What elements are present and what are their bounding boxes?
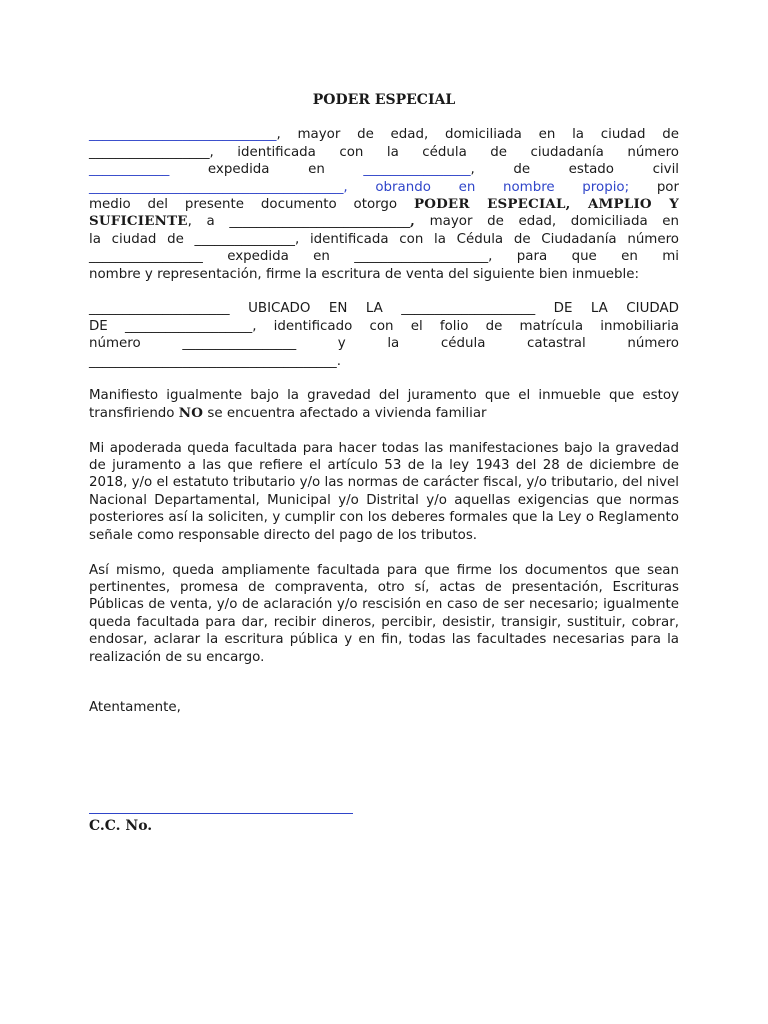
tax-powers-paragraph: Mi apoderada queda facultada para hacer todas las manifestaciones bajo la gravedad de juramento a las que refiere el artículo 53 de la ley 1943 del 28 de diciembre de 2018, y/o el estatuto tributario y/o las normas de carácter fiscal, y/o tributario, del nivel Nacional Departamental, Municipal y/o Distrital y/o aquellas exigencias que normas posteriores así la soliciten, y cumplir con los deberes formales que la Ley o Reglamento señale como responsable directo del pago de los tributos.	[89, 440, 679, 543]
closing-greeting: Atentamente,	[89, 699, 181, 715]
grant-line-2: __________________, identificada con la cédula de ciudadanía número	[89, 144, 679, 160]
declaration-paragraph: Manifiesto igualmente bajo la gravedad del juramento que el inmueble que estoy transfiriendo NO se encuentra afectado a vivienda familiar	[89, 388, 679, 421]
property-line-2: DE ___________________, identificado con el folio de matrícula inmobiliaria	[89, 318, 679, 334]
grant-line-4: ______________________________________, obrando en nombre propio; por	[89, 179, 680, 195]
grant-line-6: SUFICIENTE, a ___________________________, mayor de edad, domiciliada en	[89, 213, 679, 230]
attorney-name-blank: ___________________________	[229, 214, 411, 230]
attorney-city-blank: _______________	[194, 231, 295, 247]
grant-paragraph	[89, 126, 679, 283]
document-body	[89, 92, 679, 734]
city-blank: __________________	[89, 144, 210, 160]
document-title: PODER ESPECIAL	[312, 92, 456, 108]
grantor-name-blank: ____________________________	[89, 127, 277, 143]
property-paragraph	[89, 300, 679, 370]
grant-line-8: _________________ expedida en ____________________, para que en mi	[89, 249, 680, 265]
property-line-3: número _________________ y la cédula catastral número	[89, 336, 680, 352]
property-line-4: _____________________________________.	[89, 353, 341, 369]
grant-line-3: ____________ expedida en ________________, de estado civil	[89, 162, 680, 178]
property-city-blank: ___________________	[124, 318, 253, 334]
grant-line-7: la ciudad de _______________, identificada con la Cédula de Ciudadanía número	[89, 231, 679, 247]
location-blank: ____________________	[401, 301, 536, 317]
id-number-blank: ____________	[89, 162, 170, 178]
grant-line-5: medio del presente documento otorgo PODER ESPECIAL, AMPLIO Y	[89, 196, 679, 213]
grant-line-1: ____________________________, mayor de edad, domiciliada en la ciudad de	[89, 127, 679, 143]
registration-number-blank: _________________	[182, 336, 297, 352]
id-issued-blank: ________________	[363, 162, 471, 178]
property-line-1: _____________________ UBICADO EN LA ____________________ DE LA CIUDAD	[89, 301, 679, 317]
attorney-id-blank: _________________	[89, 249, 203, 265]
signature-id-label: C.C. No.	[89, 818, 153, 834]
additional-powers-paragraph: Así mismo, queda ampliamente facultada para que firme los documentos que sean pertinentes, promesa de compraventa, otro sí, actas de presentación, Escrituras Públicas de venta, y/o de aclaración y/o rescisión en caso de ser necesario; igualmente queda facultada para dar, recibir dineros, percibir, desistir, transigir, sustituir, cobrar, endosar, aclarar la escritura pública y en fin, todas las facultades necesarias para la realización de su encargo.	[89, 562, 679, 665]
property-blank: _____________________	[89, 301, 230, 317]
signature-line	[89, 813, 353, 814]
cadastral-number-blank: _____________________________________	[89, 353, 337, 369]
attorney-id-issued-blank: ____________________	[354, 249, 489, 265]
grant-line-9: nombre y representación, firme la escritura de venta del siguiente bien inmueble:	[89, 266, 639, 282]
civil-status-blank: ______________________________________	[89, 179, 344, 195]
